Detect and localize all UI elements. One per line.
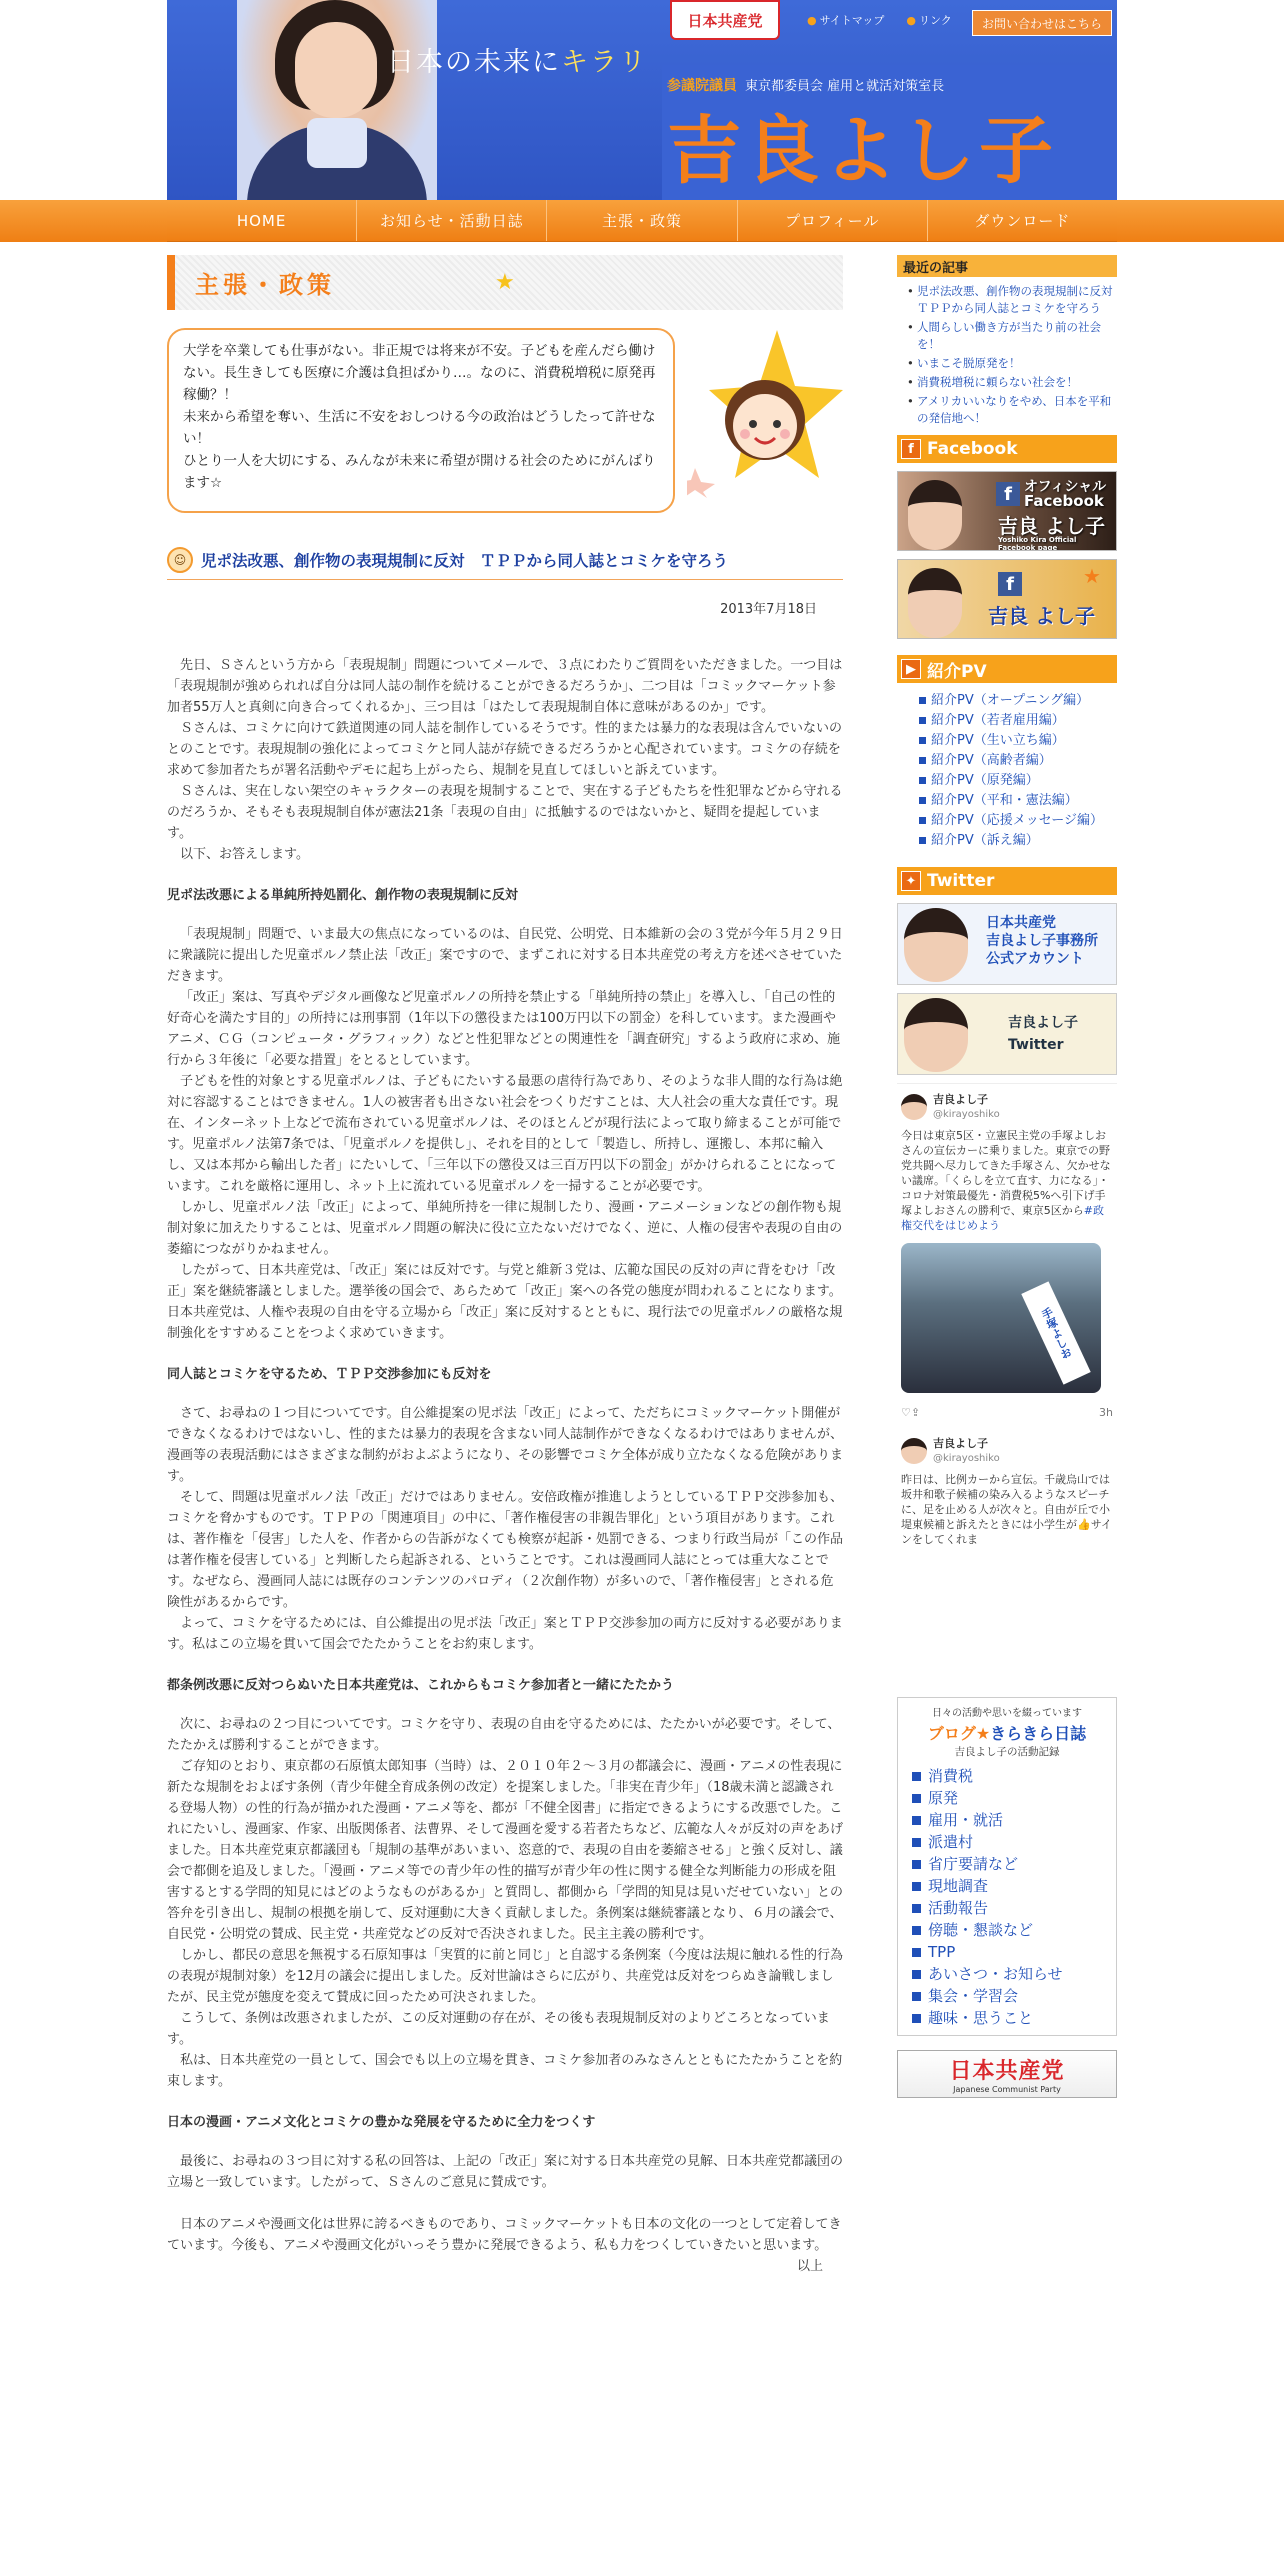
pv-item[interactable]: 紹介PV（応援メッセージ編） xyxy=(919,811,1117,831)
role-title: 参議院議員 東京都委員会 雇用と就活対策室長 xyxy=(667,78,945,94)
recent-item[interactable]: • 児ポ法改悪、創作物の表現規制に反対 ＴＰＰから同人誌とコミケを守ろう xyxy=(907,283,1117,317)
links-link[interactable]: ● リンク xyxy=(906,14,952,27)
paragraph: 先日、Ｓさんという方から「表現規制」問題についてメールで、３点にわたりご質問をいただきました。一つ目は「表現規制が強められれば自分は同人誌の制作を続けることができるだろうか」、二つ目は「コミックマーケット参加者55万人と真剣に向き合ってくれるか」、三つ目は「はたして表現規制自体に意味があるのか」です。 xyxy=(167,658,843,715)
paragraph: Ｓさんは、コミケに向けて鉄道関連の同人誌を制作しているそうです。性的または暴力的な表現は含んでいないのとのことです。表現規制の強化によってコミケと同人誌が存続できるだろうかと心配されています。コミケの存続を求めて参加者たちが署名活動やデモに起ち上がったら、規制を見直してほしいと訴えています。 xyxy=(167,721,842,778)
facebook-heading: f Facebook xyxy=(897,435,1117,463)
pv-item[interactable]: 紹介PV（高齢者編） xyxy=(919,751,1117,771)
blog-category[interactable]: あいさつ・お知らせ xyxy=(912,1963,1110,1985)
avatar-icon: ☺ xyxy=(167,547,193,573)
twitter-banner-personal[interactable]: 吉良よし子 Twitter xyxy=(897,993,1117,1075)
nav-download[interactable]: ダウンロード xyxy=(974,212,1071,230)
tweet[interactable]: 吉良よし子 @kirayoshiko 昨日は、比例カーから宣伝。千歳烏山では坂井和歌子候補の染み入るようなスピーチに、足を止める人が次々と。自由が丘で小堤東候補と訴えたときには小学生が👍サインをしてくれま xyxy=(901,1437,1112,1546)
blog-category[interactable]: 趣味・思うこと xyxy=(912,2007,1110,2029)
facebook-banner-personal[interactable]: f 吉良 よし子 ★ xyxy=(897,559,1117,639)
paragraph: したがって、日本共産党は、「改正」案には反対です。与党と維新３党は、広範な国民の反対の声に背をむけ「改正」案を継続審議としました。選挙後の国会で、あらためて「改正」案への各党の態度が問われることになります。日本共産党は、人権や表現の自由を守る立場から「改正」案に反対するとともに、現行法での児童ポルノの厳格な規制強化をすすめることをつよく求めていきます。 xyxy=(167,1263,843,1341)
nav-profile[interactable]: プロフィール xyxy=(738,200,928,241)
portrait-image xyxy=(908,568,962,638)
paragraph: しかし、都民の意思を無視する石原知事は「実質的に前と同じ」と自認する条例案（今度は法規に触れる性的行為の表現が規制対象）を12月の議会に提出しました。反対世論はさらに広がり、共産党は反対をつらぬき論戦しましたが、民主党が態度を変えて賛成に回ったため可決されました。 xyxy=(167,1948,844,2005)
article-body xyxy=(167,655,843,2277)
tweet-image[interactable]: 手塚よしお xyxy=(901,1243,1101,1393)
facebook-icon: f xyxy=(996,482,1020,506)
blog-category[interactable]: 省庁要請など xyxy=(912,1853,1110,1875)
paragraph: 以下、お答えします。 xyxy=(180,847,309,862)
facebook-icon: f xyxy=(998,572,1022,596)
recent-heading: 最近の記事 xyxy=(897,255,1117,277)
pv-item[interactable]: 紹介PV（訴え編） xyxy=(919,831,1117,851)
twitter-timeline[interactable] xyxy=(897,1083,1117,1693)
blog-category[interactable]: 傍聴・懇談など xyxy=(912,1919,1110,1941)
paragraph: 日本のアニメや漫画文化は世界に誇るべきものであり、コミックマーケットも日本の文化の一つとして定着してきています。今後も、アニメや漫画文化がいっそう豊かに発展できるよう、私も力をつくしていきたいと思います。 xyxy=(167,2217,842,2253)
paragraph: さて、お尋ねの１つ目についてです。自公維提案の児ポ法「改正」によって、ただちにコミックマーケット開催ができなくなるわけではないし、性的または暴力的表現を含まない同人誌制作ができなくなるわけではありませんが、漫画等の表現活動にはさまざまな制約がおよぶようになり、その影響でコミケ全体が成り立たなくなる危険があります。 xyxy=(167,1406,844,1484)
tagline: 日本の未来にキラリ xyxy=(387,47,648,78)
share-icon[interactable]: ⇪ xyxy=(910,1406,921,1419)
paragraph: ご存知のとおり、東京都の石原慎太郎知事（当時）は、２０１０年２～３月の都議会に、漫画・アニメの性表現に新たな規制をおよぼす条例（青少年健全育成条例の改定）を提案しました。「非実在青少年」（18歳未満と認識される登場人物）の性的行為が描かれた漫画・アニメ等を、都が「不健全図書」に指定できるようにする改悪でした。これにたいし、漫画家、作家、出版関係者、法曹界、そして漫画を愛する若者たちなど、広範な人々が反対の声をあげました。日本共産党東京都議団も「規制の基準があいまい、恣意的で、表現の自由を萎縮させる」と強く反対し、議会で都側を追及しました。「漫画・アニメ等での青少年の性的描写が青少年の性に関する健全な判断能力の形成を阻害するとする学問的知見にはどのようなものがあるか」と質問し、都側から「学問的知見は見いだせていない」との答弁を引き出し、規制の根拠を崩して、反対運動に大きく貢献しました。条例案は継続審議となり、６月の議会で、自民党・公明党の賛成、民主党・共産党などの反対で否決されました。民主主義の勝利です。 xyxy=(167,1759,844,1942)
facebook-icon: f xyxy=(901,439,921,459)
pv-item[interactable]: 紹介PV（若者雇用編） xyxy=(919,711,1117,731)
blog-category[interactable]: 原発 xyxy=(912,1787,1110,1809)
sitemap-link[interactable]: ● サイトマップ xyxy=(807,14,885,27)
portrait-image xyxy=(904,998,968,1072)
paragraph: Ｓさんは、実在しない架空のキャラクターの表現を規制することで、実在する子どもたちを性犯罪などから守れるのだろうか、そもそも表現規制自体が憲法21条「表現の自由」に抵触するのではないかと、疑問を提起しています。 xyxy=(167,784,843,841)
sidebar xyxy=(897,255,1124,2098)
paragraph: しかし、児童ポルノ法「改正」によって、単純所持を一律に規制したり、漫画・アニメーションなどの創作物も規制対象に加えたりすることは、児童ポルノ問題の解決に役に立たないだけでなく、逆に、人権の侵害や表現の自由の萎縮につながりかねません。 xyxy=(167,1200,843,1257)
paragraph: 子どもを性的対象とする児童ポルノは、子どもにたいする最悪の虐待行為であり、そのような非人間的な行為は絶対に容認することはできません。1人の被害者も出さない社会をつくりだすことは、大人社会の重大な責任です。現在、インターネット上などで流布されている児童ポルノは、そのほとんどが現行法によって取り締まることが可能です。児童ポルノ法第7条では、「児童ポルノを提供し」、それを目的として「製造し、所持し、運搬し、本邦に輸入し、又は本邦から輸出した者」にたいして、「三年以下の懲役又は三百万円以下の罰金」がかけられることになっています。これを厳格に運用し、ネット上に流れている児童ポルノを一掃することが必要です。 xyxy=(167,1074,843,1194)
article-title: ☺ 児ポ法改悪、創作物の表現規制に反対 ＴＰＰから同人誌とコミケを守ろう xyxy=(167,547,843,580)
mascot-star-icon xyxy=(687,328,843,498)
twitter-banner-office[interactable]: 日本共産党 吉良よし子事務所 公式アカウント xyxy=(897,903,1117,985)
contact-button[interactable]: お問い合わせはこちら xyxy=(972,10,1112,36)
main-content xyxy=(167,255,843,2277)
nav-home[interactable]: HOME xyxy=(167,200,357,241)
star-icon: ★ xyxy=(1083,564,1101,588)
section-heading: 日本の漫画・アニメ文化とコミケの豊かな発展を守るために全力をつくす xyxy=(167,2115,596,2130)
signature: 以上 xyxy=(796,2259,823,2274)
party-logo[interactable]: 日本共産党 xyxy=(670,0,780,40)
section-heading: 同人誌とコミケを守るため、ＴＰＰ交渉参加にも反対を xyxy=(167,1367,492,1382)
paragraph: こうして、条例は改悪されましたが、この反対運動の存在が、その後も表現規制反対のよりどころとなっています。 xyxy=(167,2011,830,2047)
pv-item[interactable]: 紹介PV（平和・憲法編） xyxy=(919,791,1117,811)
paragraph: そして、問題は児童ポルノ法「改正」だけではありません。安倍政権が推進しようとしているＴＰＰ交渉参加も、コミケを脅かすものです。ＴＰＰの「関連項目」の中に、「著作権侵害の非親告罪化」という項目があります。これは、著作権を「侵害」した人を、作者からの告訴がなくても検察が起訴・処罰できる、つまり行政当局が「この作品は著作権を侵害している」と判断したら起訴される、ということです。これは漫画同人誌にとっては重大なことです。なぜなら、漫画同人誌には既存のコンテンツのパロディ（２次創作物）が多いので、「著作権侵害」とされる危険性があるからです。 xyxy=(167,1490,844,1610)
avatar xyxy=(901,1094,927,1120)
blog-category[interactable]: 集会・学習会 xyxy=(912,1985,1110,2007)
pv-list xyxy=(897,683,1117,851)
blog-banner[interactable]: 日々の活動や思いを綴っています ブログ★きらきら日誌 吉良よし子の活動記録 消費税 原発 雇用・就活 派遣村 省庁要請など 現地調査 活動報告 傍聴・懇談など TPP あいさつ・お知らせ 集会・学習会 趣味・思うこと xyxy=(897,1697,1117,2036)
paragraph: 私は、日本共産党の一員として、国会でも以上の立場を貫き、コミケ参加者のみなさんとともにたたかうことを約束します。 xyxy=(167,2053,843,2089)
pv-item[interactable]: 紹介PV（生い立ち編） xyxy=(919,731,1117,751)
jcp-banner[interactable]: 日本共産党 Japanese Communist Party xyxy=(897,2050,1117,2098)
candidate-photo xyxy=(237,0,437,200)
top-nav xyxy=(807,12,952,28)
nav-news[interactable]: お知らせ・活動日誌 xyxy=(357,200,547,241)
article-date: 2013年7月18日 xyxy=(720,602,817,617)
paragraph: 「表現規制」問題で、いま最大の焦点になっているのは、自民党、公明党、日本維新の会の３党が今年５月２９日に衆議院に提出した児童ポルノ禁止法「改正」案ですので、まずこれに対する日本共産党の考え方を述べさせていただきます。 xyxy=(167,927,843,984)
portrait-image xyxy=(908,480,962,550)
pv-item[interactable]: 紹介PV（原発編） xyxy=(919,771,1117,791)
recent-item[interactable]: • いまこそ脱原発を！ xyxy=(907,355,1117,372)
facebook-banner-official[interactable]: f オフィシャル Facebook 吉良 よし子 Yoshiko Kira Official Facebook page xyxy=(897,471,1117,551)
blog-category-list xyxy=(904,1765,1110,2029)
recent-item[interactable]: • 人間らしい働き方が当たり前の社会を！ xyxy=(907,319,1117,353)
main-nav xyxy=(167,200,1117,242)
intro-bubble: 大学を卒業しても仕事がない。非正規では将来が不安。子どもを産んだら働けない。長生きしても医療に介護は負担ばかり…。なのに、消費税増税に原発再稼働？！ 未来から希望を奪い、生活に不安をおしつける今の政治はどうしたって許せない！ ひとり一人を大切にする、みんなが未来に希望が開ける社会のためにがんばります☆ xyxy=(167,328,675,513)
blog-category[interactable]: TPP xyxy=(912,1941,1110,1963)
nav-policy[interactable]: 主張・政策 xyxy=(547,200,737,241)
star-icon: ★ xyxy=(495,270,519,295)
blog-category[interactable]: 現地調査 xyxy=(912,1875,1110,1897)
avatar xyxy=(901,1438,927,1464)
tweet[interactable]: 吉良よし子 @kirayoshiko 今日は東京5区・立憲民主党の手塚よしおさんの宣伝カーに乗りました。東京での野党共闘へ尽力してきた手塚さん、欠かせない議席。「くらしを立て直す、力になる」・コロナ対策最優先・消費税5%へ引下げ手塚よしおさんの勝利で、東京5区から#政権交代をはじめよう 手塚よしお ♡ ⇪ 3h xyxy=(901,1093,1113,1419)
recent-list xyxy=(897,277,1124,427)
pv-heading: ▶ 紹介PV xyxy=(897,655,1117,683)
site-header xyxy=(167,0,1117,200)
blog-category[interactable]: 活動報告 xyxy=(912,1897,1110,1919)
twitter-bird-icon: ✦ xyxy=(901,871,921,891)
candidate-name: 吉良よし子 xyxy=(667,108,1057,194)
blog-category[interactable]: 消費税 xyxy=(912,1765,1110,1787)
twitter-heading: ✦ Twitter xyxy=(897,867,1117,895)
paragraph: 最後に、お尋ねの３つ目に対する私の回答は、上記の「改正」案に対する日本共産党の見解、日本共産党都議団の立場と一致しています。したがって、Ｓさんのご意見に賛成です。 xyxy=(167,2154,844,2190)
pv-item[interactable]: 紹介PV（オープニング編） xyxy=(919,691,1117,711)
blog-category[interactable]: 雇用・就活 xyxy=(912,1809,1110,1831)
page-title: 主張・政策 ★ xyxy=(167,255,843,310)
play-icon: ▶ xyxy=(901,659,921,679)
intro-box xyxy=(167,328,843,513)
section-heading: 都条例改悪に反対つらぬいた日本共産党は、これからもコミケ参加者と一緒にたたかう xyxy=(167,1678,675,1693)
paragraph: 「改正」案は、写真やデジタル画像など児童ポルノの所持を禁止する「単純所持の禁止」を導入し、「自己の性的好奇心を満たす目的」の所持には刑事罰（1年以下の懲役または100万円以下の罰金）を科しています。また漫画やアニメ、ＣＧ（コンピュータ・グラフィック）などと性犯罪などとの関連性を「調査研究」するよう政府に求め、施行から３年後に「必要な措置」をとるとしています。 xyxy=(167,990,841,1068)
blog-category[interactable]: 派遣村 xyxy=(912,1831,1110,1853)
recent-item[interactable]: • アメリカいいなりをやめ、日本を平和の発信地へ！ xyxy=(907,393,1117,427)
paragraph: 次に、お尋ねの２つ目についてです。コミケを守り、表現の自由を守るためには、たたかいが必要です。そして、たたかえば勝利することができます。 xyxy=(167,1717,841,1753)
recent-item[interactable]: • 消費税増税に頼らない社会を！ xyxy=(907,374,1117,391)
heart-icon[interactable]: ♡ xyxy=(901,1406,911,1419)
portrait-image xyxy=(904,908,968,982)
section-heading: 児ポ法改悪による単純所持処罰化、創作物の表現規制に反対 xyxy=(167,888,519,903)
paragraph: よって、コミケを守るためには、自公維提出の児ポ法「改正」案とＴＰＰ交渉参加の両方に反対する必要があります。私はこの立場を貫いて国会でたたかうことをお約束します。 xyxy=(167,1616,843,1652)
